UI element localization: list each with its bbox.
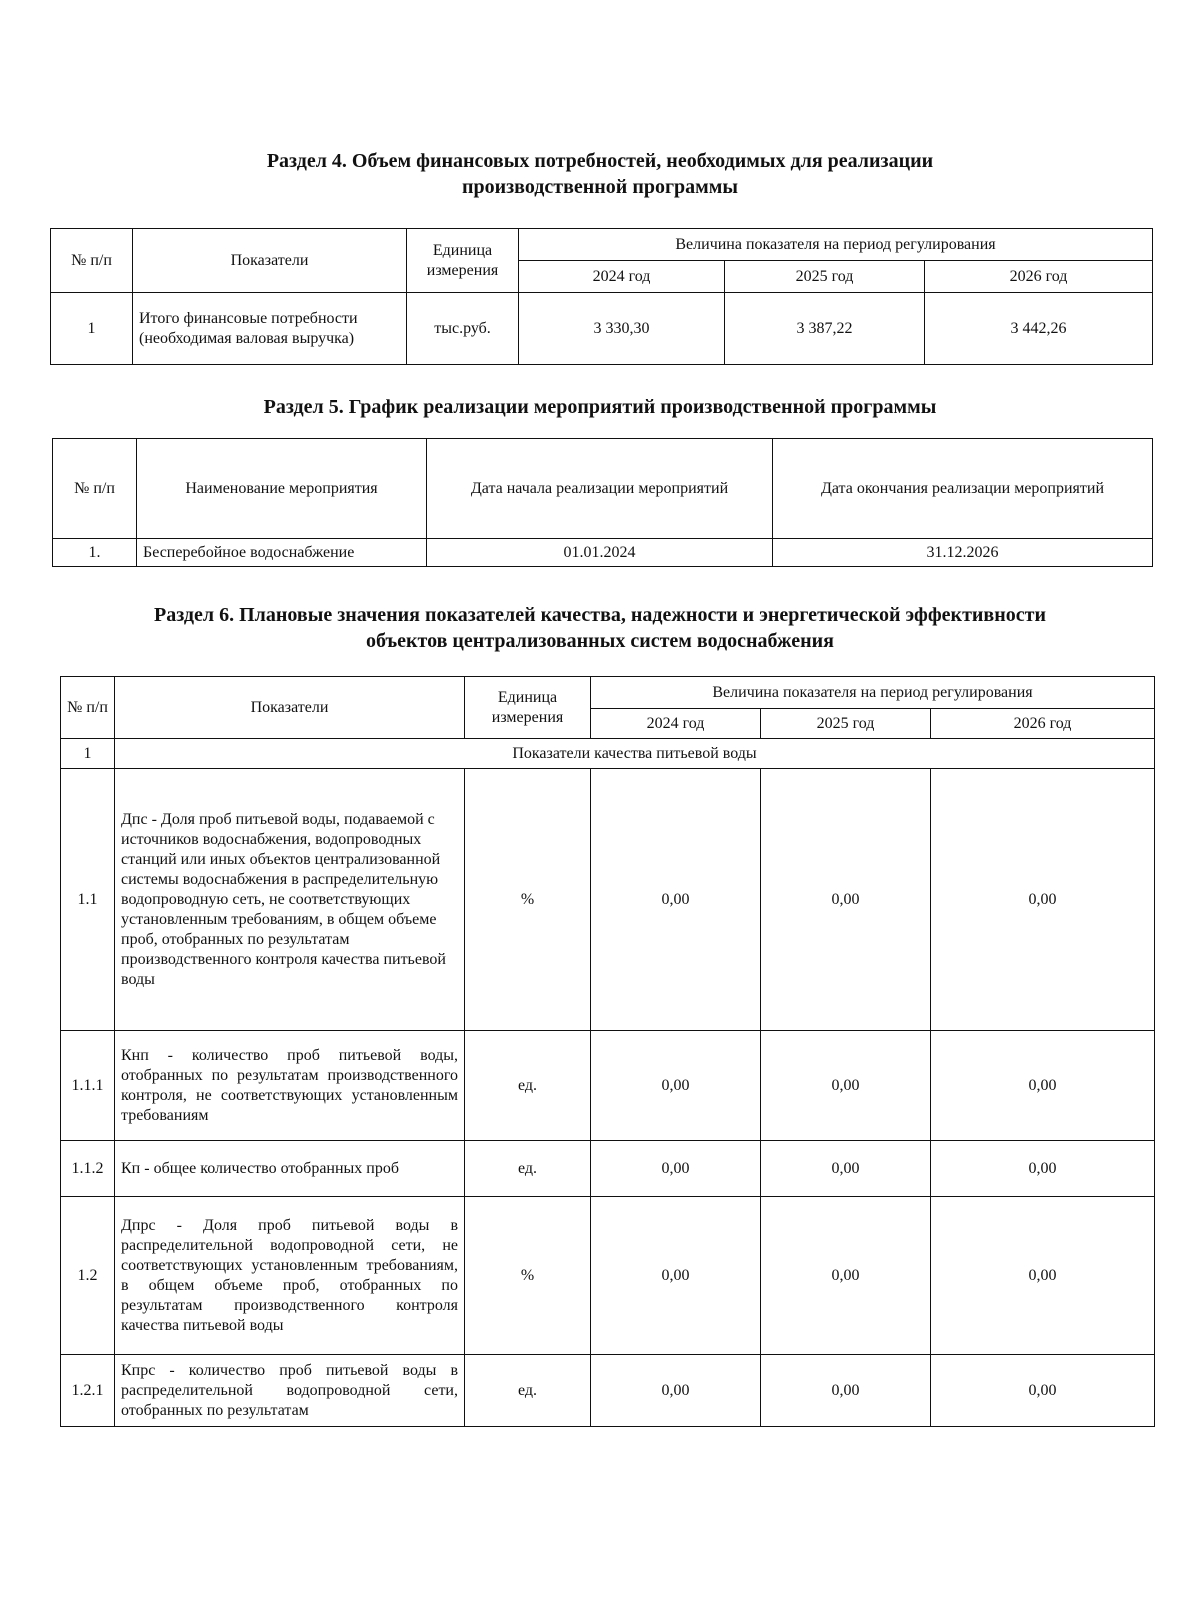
row-num: 1.2 [61,1197,115,1355]
row-unit: тыс.руб. [407,293,519,365]
table-row [51,293,1153,365]
header-start-date: Дата начала реализации мероприятий [427,439,773,539]
row-name: Бесперебойное водоснабжение [137,539,427,567]
row-num: 1 [51,293,133,365]
row-value-2026: 0,00 [931,1355,1155,1427]
row-value-2024: 0,00 [591,769,761,1031]
header-indicator: Показатели [133,229,407,293]
header-unit: Единица измерения [465,677,591,739]
section4-title [120,148,1080,200]
header-2026: 2026 год [931,709,1155,739]
row-num: 1.1.1 [61,1031,115,1141]
row-num: 1.2.1 [61,1355,115,1427]
section6-title-line1: Раздел 6. Плановые значения показателей качества, надежности и энергетической эффективности [154,604,1046,626]
section6-title [50,602,1150,654]
table-row [61,1197,1155,1355]
row-unit: ед. [465,1031,591,1141]
header-2024: 2024 год [591,709,761,739]
row-unit: ед. [465,1141,591,1197]
table-row [61,1355,1155,1427]
row-indicator: Кпрс - количество проб питьевой воды в распределительной водопроводной сети, отобранных по результатам [115,1355,465,1427]
row-indicator: Дпс - Доля проб питьевой воды, подаваемой с источников водоснабжения, водопроводных станций или иных объектов централизованной системы водоснабжения в распределительную водопроводную сеть, не соответствующих установленным требованиям, в общем объеме проб, отобранных по результатам производственного контроля качества питьевой воды [115,769,465,1031]
row-value-2024: 0,00 [591,1197,761,1355]
row-value-2026: 0,00 [931,1031,1155,1141]
row-unit: % [465,1197,591,1355]
section4-table [50,228,1153,365]
section4-title-line1: Раздел 4. Объем финансовых потребностей, необходимых для реализации [266,150,934,172]
header-2024: 2024 год [519,261,725,293]
row-num: 1.1 [61,769,115,1031]
row-unit: ед. [465,1355,591,1427]
table-row [61,1031,1155,1141]
table-row [61,1141,1155,1197]
group-label: Показатели качества питьевой воды [115,739,1155,769]
row-num: 1.1.2 [61,1141,115,1197]
row-value-2024: 0,00 [591,1355,761,1427]
header-end-date: Дата окончания реализации мероприятий [773,439,1153,539]
group-row [61,739,1155,769]
row-end-date: 31.12.2026 [773,539,1153,567]
row-unit: % [465,769,591,1031]
row-value-2025: 0,00 [761,769,931,1031]
row-indicator: Кп - общее количество отобранных проб [115,1141,465,1197]
row-value-2026: 0,00 [931,1141,1155,1197]
row-indicator: Итого финансовые потребности (необходимая валовая выручка) [133,293,407,365]
row-indicator: Дпрс - Доля проб питьевой воды в распределительной водопроводной сети, не соответствующих установленным требованиям, в общем объеме проб, отобранных по результатам производственного контроля качества питьевой воды [115,1197,465,1355]
row-value-2024: 3 330,30 [519,293,725,365]
section6-title-line2: объектов централизованных систем водоснабжения [365,630,835,652]
header-period: Величина показателя на период регулирования [519,229,1153,261]
row-value-2024: 0,00 [591,1031,761,1141]
header-2025: 2025 год [725,261,925,293]
header-2025: 2025 год [761,709,931,739]
header-num: № п/п [53,439,137,539]
row-value-2024: 0,00 [591,1141,761,1197]
row-indicator: Кнп - количество проб питьевой воды, отобранных по результатам производственного контроля, не соответствующих установленным требованиям [115,1031,465,1141]
header-unit: Единица измерения [407,229,519,293]
header-period: Величина показателя на период регулирования [591,677,1155,709]
row-value-2025: 0,00 [761,1355,931,1427]
section5-title: Раздел 5. График реализации мероприятий производственной программы [263,396,937,418]
table-row [53,539,1153,567]
row-value-2025: 0,00 [761,1141,931,1197]
row-value-2026: 3 442,26 [925,293,1153,365]
row-value-2025: 3 387,22 [725,293,925,365]
header-name: Наименование мероприятия [137,439,427,539]
row-value-2026: 0,00 [931,769,1155,1031]
header-num: № п/п [61,677,115,739]
header-indicator: Показатели [115,677,465,739]
header-num: № п/п [51,229,133,293]
header-2026: 2026 год [925,261,1153,293]
row-start-date: 01.01.2024 [427,539,773,567]
group-num: 1 [61,739,115,769]
section6-table [60,676,1155,1427]
table-row [61,769,1155,1031]
section4-title-line2: производственной программы [461,176,739,198]
row-num: 1. [53,539,137,567]
row-value-2025: 0,00 [761,1197,931,1355]
row-value-2026: 0,00 [931,1197,1155,1355]
row-value-2025: 0,00 [761,1031,931,1141]
section5-table [52,438,1153,567]
